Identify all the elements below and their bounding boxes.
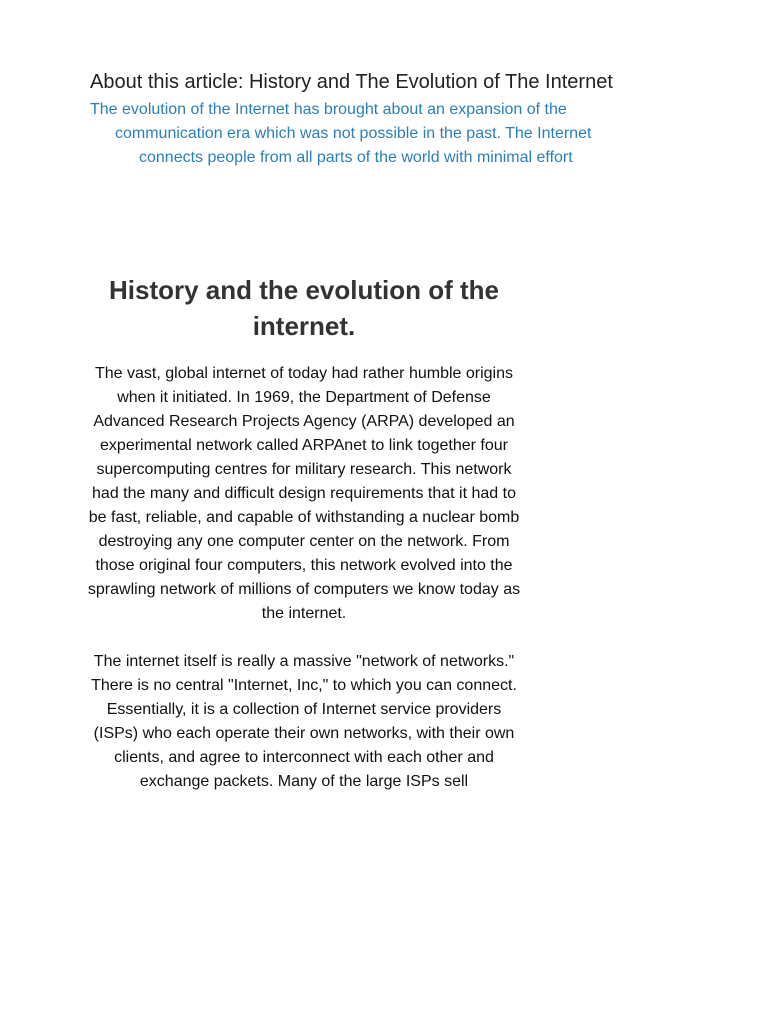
article-paragraph: The vast, global internet of today had rather humble origins when it initiated. In 1969, the Department of Defense Advanced Research Projects Agency (ARPA) developed an experimental network called ARPAnet to link together four supercomputing centres for military research. This network had the many and difficult design requirements that it had to be fast, reliable, and capable of withstanding a nuclear bomb destroying any one computer center on the network. From those original four computers, this network evolved into the sprawling network of millions of computers we know today as the internet. bbox=[87, 365, 521, 622]
about-article-description bbox=[90, 98, 690, 170]
about-article-heading: About this article: History and The Evolution of The Internet bbox=[90, 71, 613, 93]
article-body bbox=[84, 272, 524, 794]
article-title: History and the evolution of the internet. bbox=[108, 275, 499, 341]
description-line: communication era which was not possible in the past. The Internet bbox=[115, 125, 592, 142]
about-article-section bbox=[90, 70, 690, 170]
article-paragraph: The internet itself is really a massive "network of networks." There is no central "Internet, Inc," to which you can connect. Essentially, it is a collection of Internet service providers (ISPs) who each operate their own networks, with their own clients, and agree to interconnect with each other and exchange packets. Many of the large ISPs sell bbox=[91, 653, 517, 790]
description-line: connects people from all parts of the world with minimal effort bbox=[139, 149, 573, 166]
description-line: The evolution of the Internet has brought about an expansion of the bbox=[90, 101, 567, 118]
